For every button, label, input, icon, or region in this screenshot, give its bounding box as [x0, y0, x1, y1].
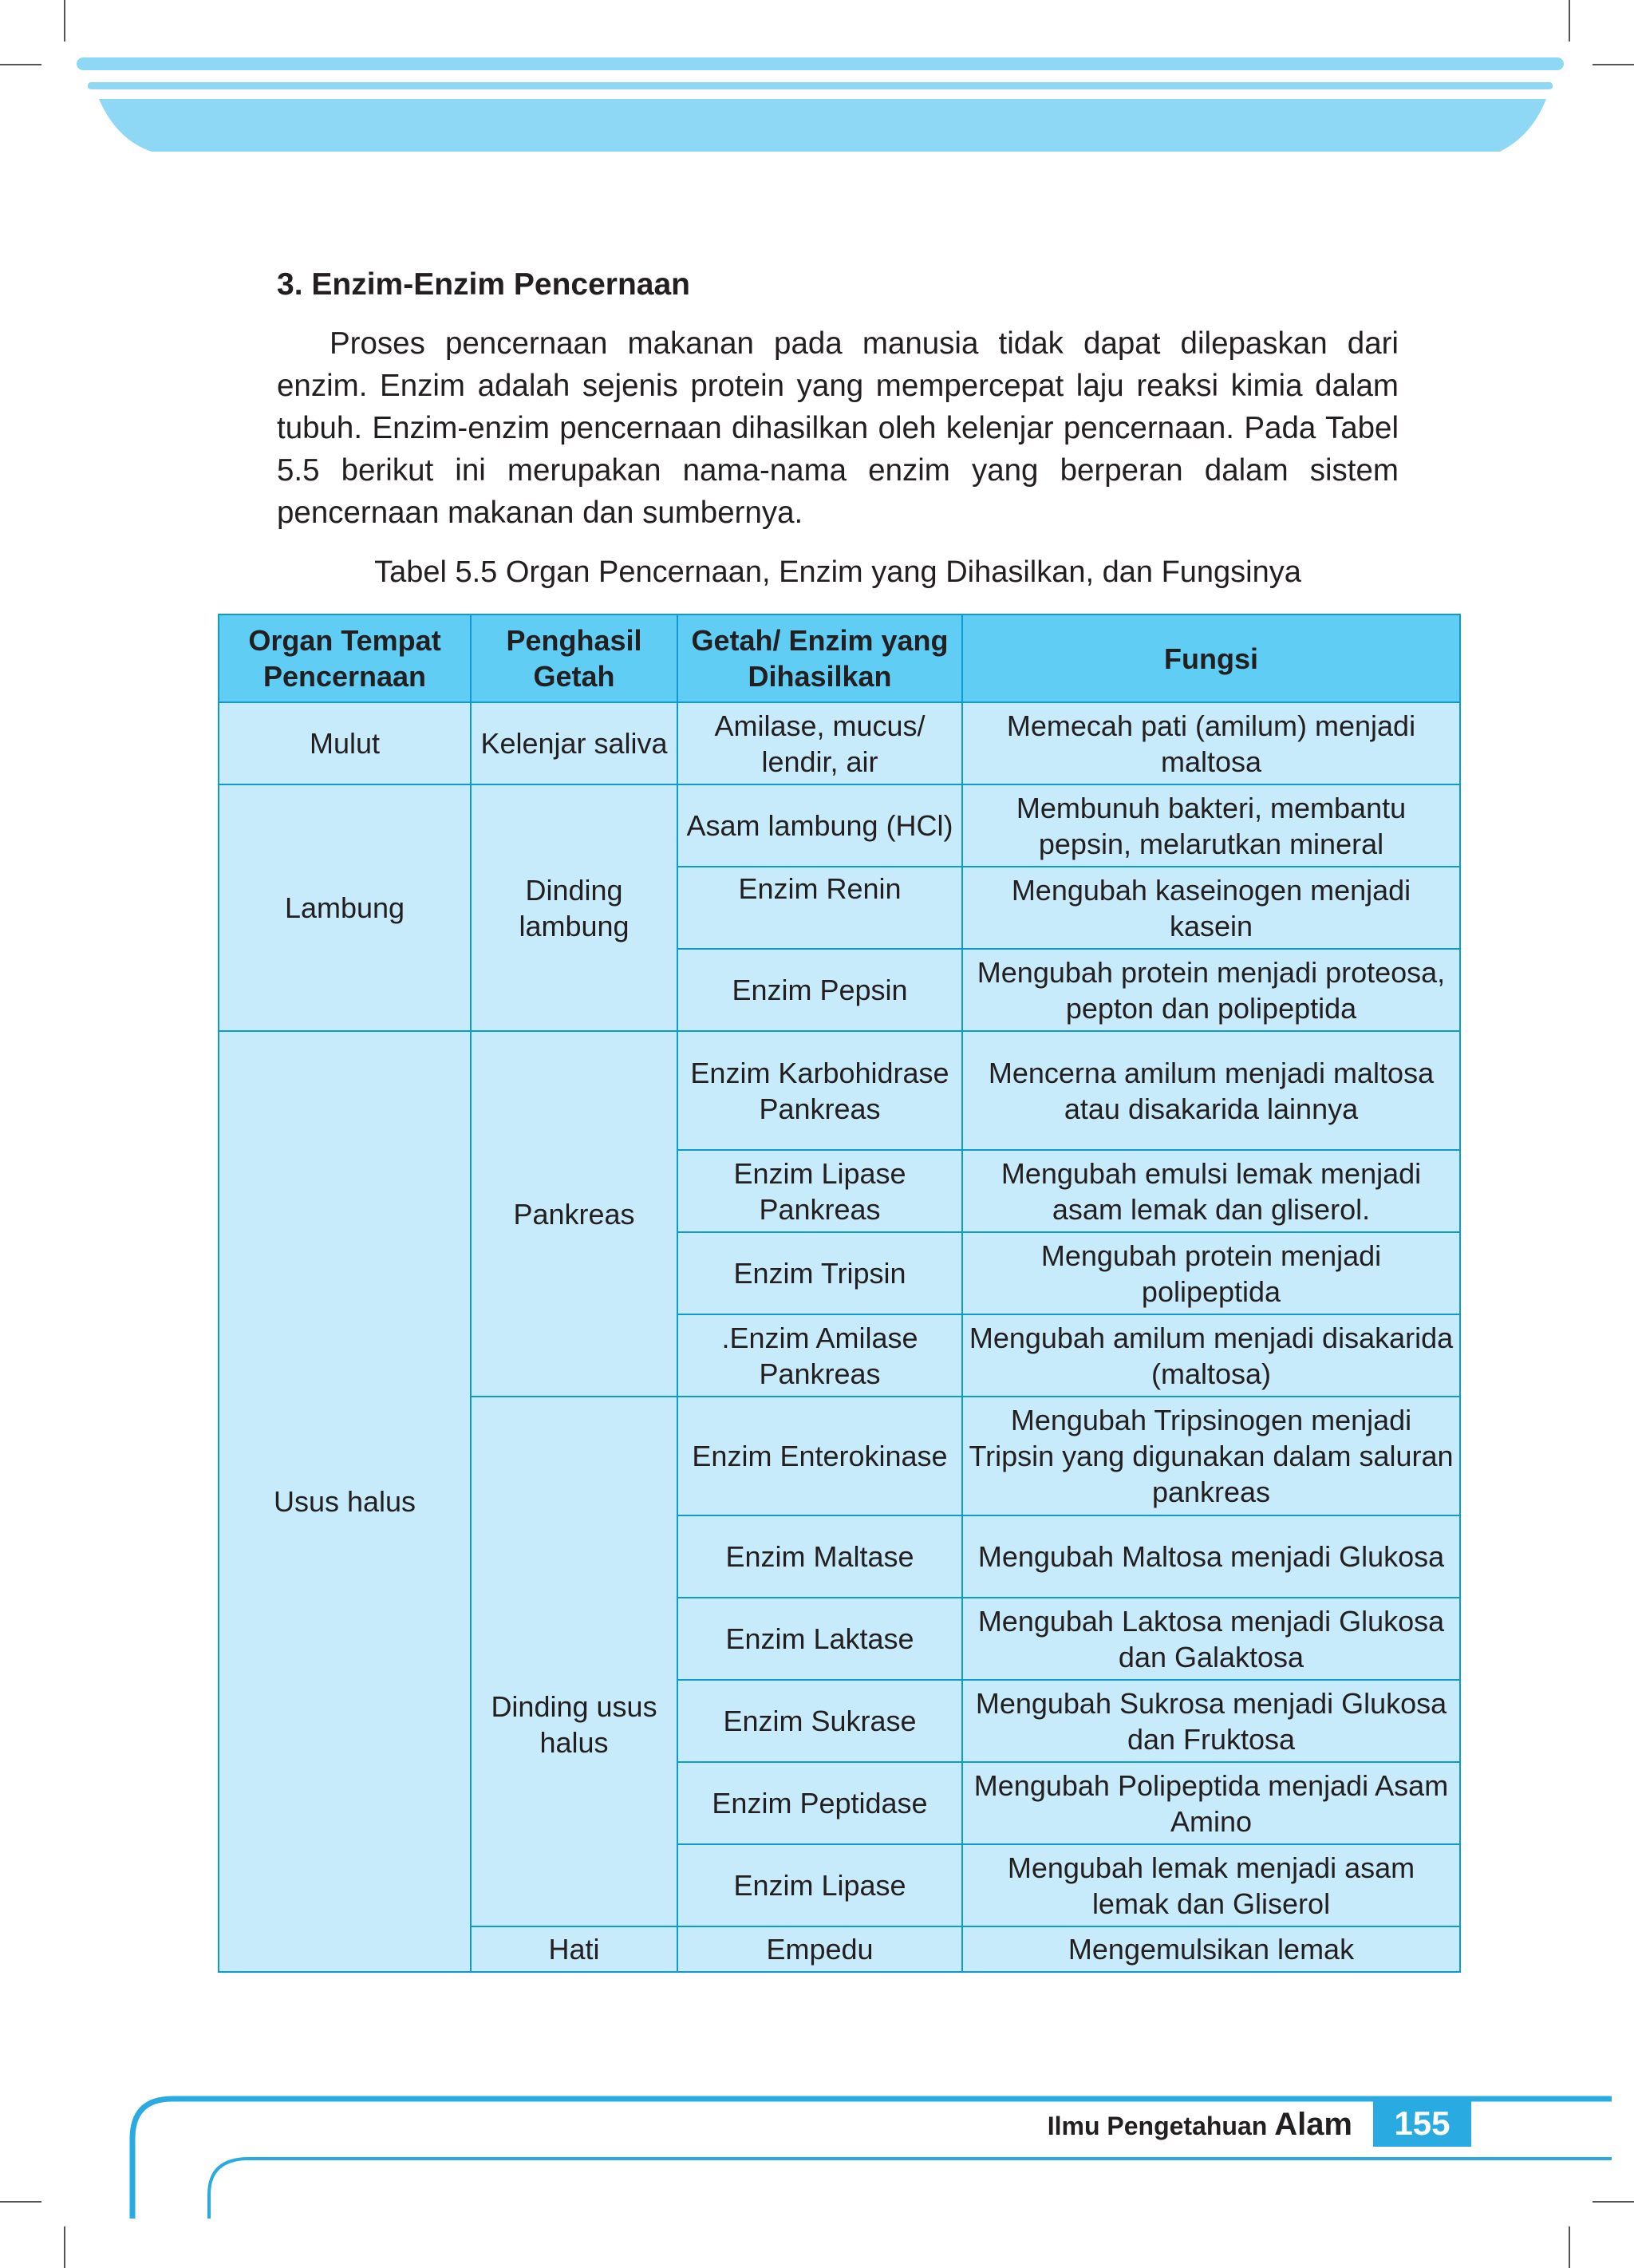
enzyme-cell: Enzim Sukrase: [677, 1680, 962, 1762]
table-row: [219, 702, 1460, 784]
header-function: Fungsi: [962, 614, 1460, 702]
enzyme-cell: Enzim Lipase: [677, 1844, 962, 1926]
enzyme-cell: Enzim Enterokinase: [677, 1397, 962, 1515]
enzyme-cell: Enzim Pepsin: [677, 949, 962, 1031]
organ-cell: Lambung: [219, 784, 471, 1031]
header-organ: Organ Tempat Pencernaan: [219, 614, 471, 702]
enzyme-cell: Enzim Lipase Pankreas: [677, 1150, 962, 1232]
section-heading: 3. Enzim-Enzim Pencernaan: [277, 267, 690, 302]
function-cell: Mengubah Maltosa menjadi Glukosa: [962, 1515, 1460, 1598]
function-cell: Mengubah Tripsinogen menjadi Tripsin yang digunakan dalam saluran pankreas: [962, 1397, 1460, 1515]
enzyme-cell: Enzim Renin: [677, 867, 962, 949]
function-cell: Mengubah amilum menjadi disakarida (maltosa): [962, 1314, 1460, 1397]
organ-cell: Mulut: [219, 702, 471, 784]
producer-cell: Dinding usus halus: [471, 1397, 677, 1926]
page-number: 155: [1373, 2100, 1471, 2147]
header-producer: Penghasil Getah: [471, 614, 677, 702]
footer-subject: Ilmu Pengetahuan Alam: [1047, 2107, 1352, 2142]
enzyme-cell: Enzim Karbohidrase Pankreas: [677, 1031, 962, 1150]
enzyme-cell: Asam lambung (HCl): [677, 784, 962, 867]
enzyme-table: [218, 614, 1461, 1973]
table-row: [219, 1031, 1460, 1150]
function-cell: Mengubah emulsi lemak menjadi asam lemak dan gliserol.: [962, 1150, 1460, 1232]
enzyme-cell: Enzim Maltase: [677, 1515, 962, 1598]
producer-cell: Dinding lambung: [471, 784, 677, 1031]
function-cell: Mengubah Polipeptida menjadi Asam Amino: [962, 1762, 1460, 1844]
producer-cell: Pankreas: [471, 1031, 677, 1397]
producer-cell: Kelenjar saliva: [471, 702, 677, 784]
enzyme-cell: Amilase, mucus/ lendir, air: [677, 702, 962, 784]
table-row: [219, 784, 1460, 867]
enzyme-cell: Empedu: [677, 1926, 962, 1972]
header-band: [0, 0, 1634, 160]
table-header-row: [219, 614, 1460, 702]
table-caption: Tabel 5.5 Organ Pencernaan, Enzim yang Dihasilkan, dan Fungsinya: [374, 555, 1301, 589]
function-cell: Mengubah protein menjadi polipeptida: [962, 1232, 1460, 1314]
function-cell: Mengubah lemak menjadi asam lemak dan Gliserol: [962, 1844, 1460, 1926]
function-cell: Mengemulsikan lemak: [962, 1926, 1460, 1972]
enzyme-cell: Enzim Peptidase: [677, 1762, 962, 1844]
enzyme-cell: Enzim Laktase: [677, 1598, 962, 1680]
function-cell: Mengubah Sukrosa menjadi Glukosa dan Fruktosa: [962, 1680, 1460, 1762]
enzyme-cell: Enzim Tripsin: [677, 1232, 962, 1314]
enzyme-cell: .Enzim Amilase Pankreas: [677, 1314, 962, 1397]
function-cell: Mengubah Laktosa menjadi Glukosa dan Galaktosa: [962, 1598, 1460, 1680]
header-enzyme: Getah/ Enzim yang Dihasilkan: [677, 614, 962, 702]
function-cell: Membunuh bakteri, membantu pepsin, melarutkan mineral: [962, 784, 1460, 867]
function-cell: Mengubah protein menjadi proteosa, pepton dan polipeptida: [962, 949, 1460, 1031]
producer-cell: Hati: [471, 1926, 677, 1972]
organ-cell: Usus halus: [219, 1031, 471, 1972]
function-cell: Mencerna amilum menjadi maltosa atau disakarida lainnya: [962, 1031, 1460, 1150]
function-cell: Memecah pati (amilum) menjadi maltosa: [962, 702, 1460, 784]
intro-paragraph: Proses pencernaan makanan pada manusia tidak dapat dilepaskan dari enzim. Enzim adalah sejenis protein yang mempercepat laju reaksi kimia dalam tubuh. Enzim-enzim pencernaan dihasilkan oleh kelenjar pencernaan. Pada Tabel 5.5 berikut ini merupakan nama-nama enzim yang berperan dalam sistem pencernaan makanan dan sumbernya.: [277, 326, 1399, 530]
function-cell: Mengubah kaseinogen menjadi kasein: [962, 867, 1460, 949]
